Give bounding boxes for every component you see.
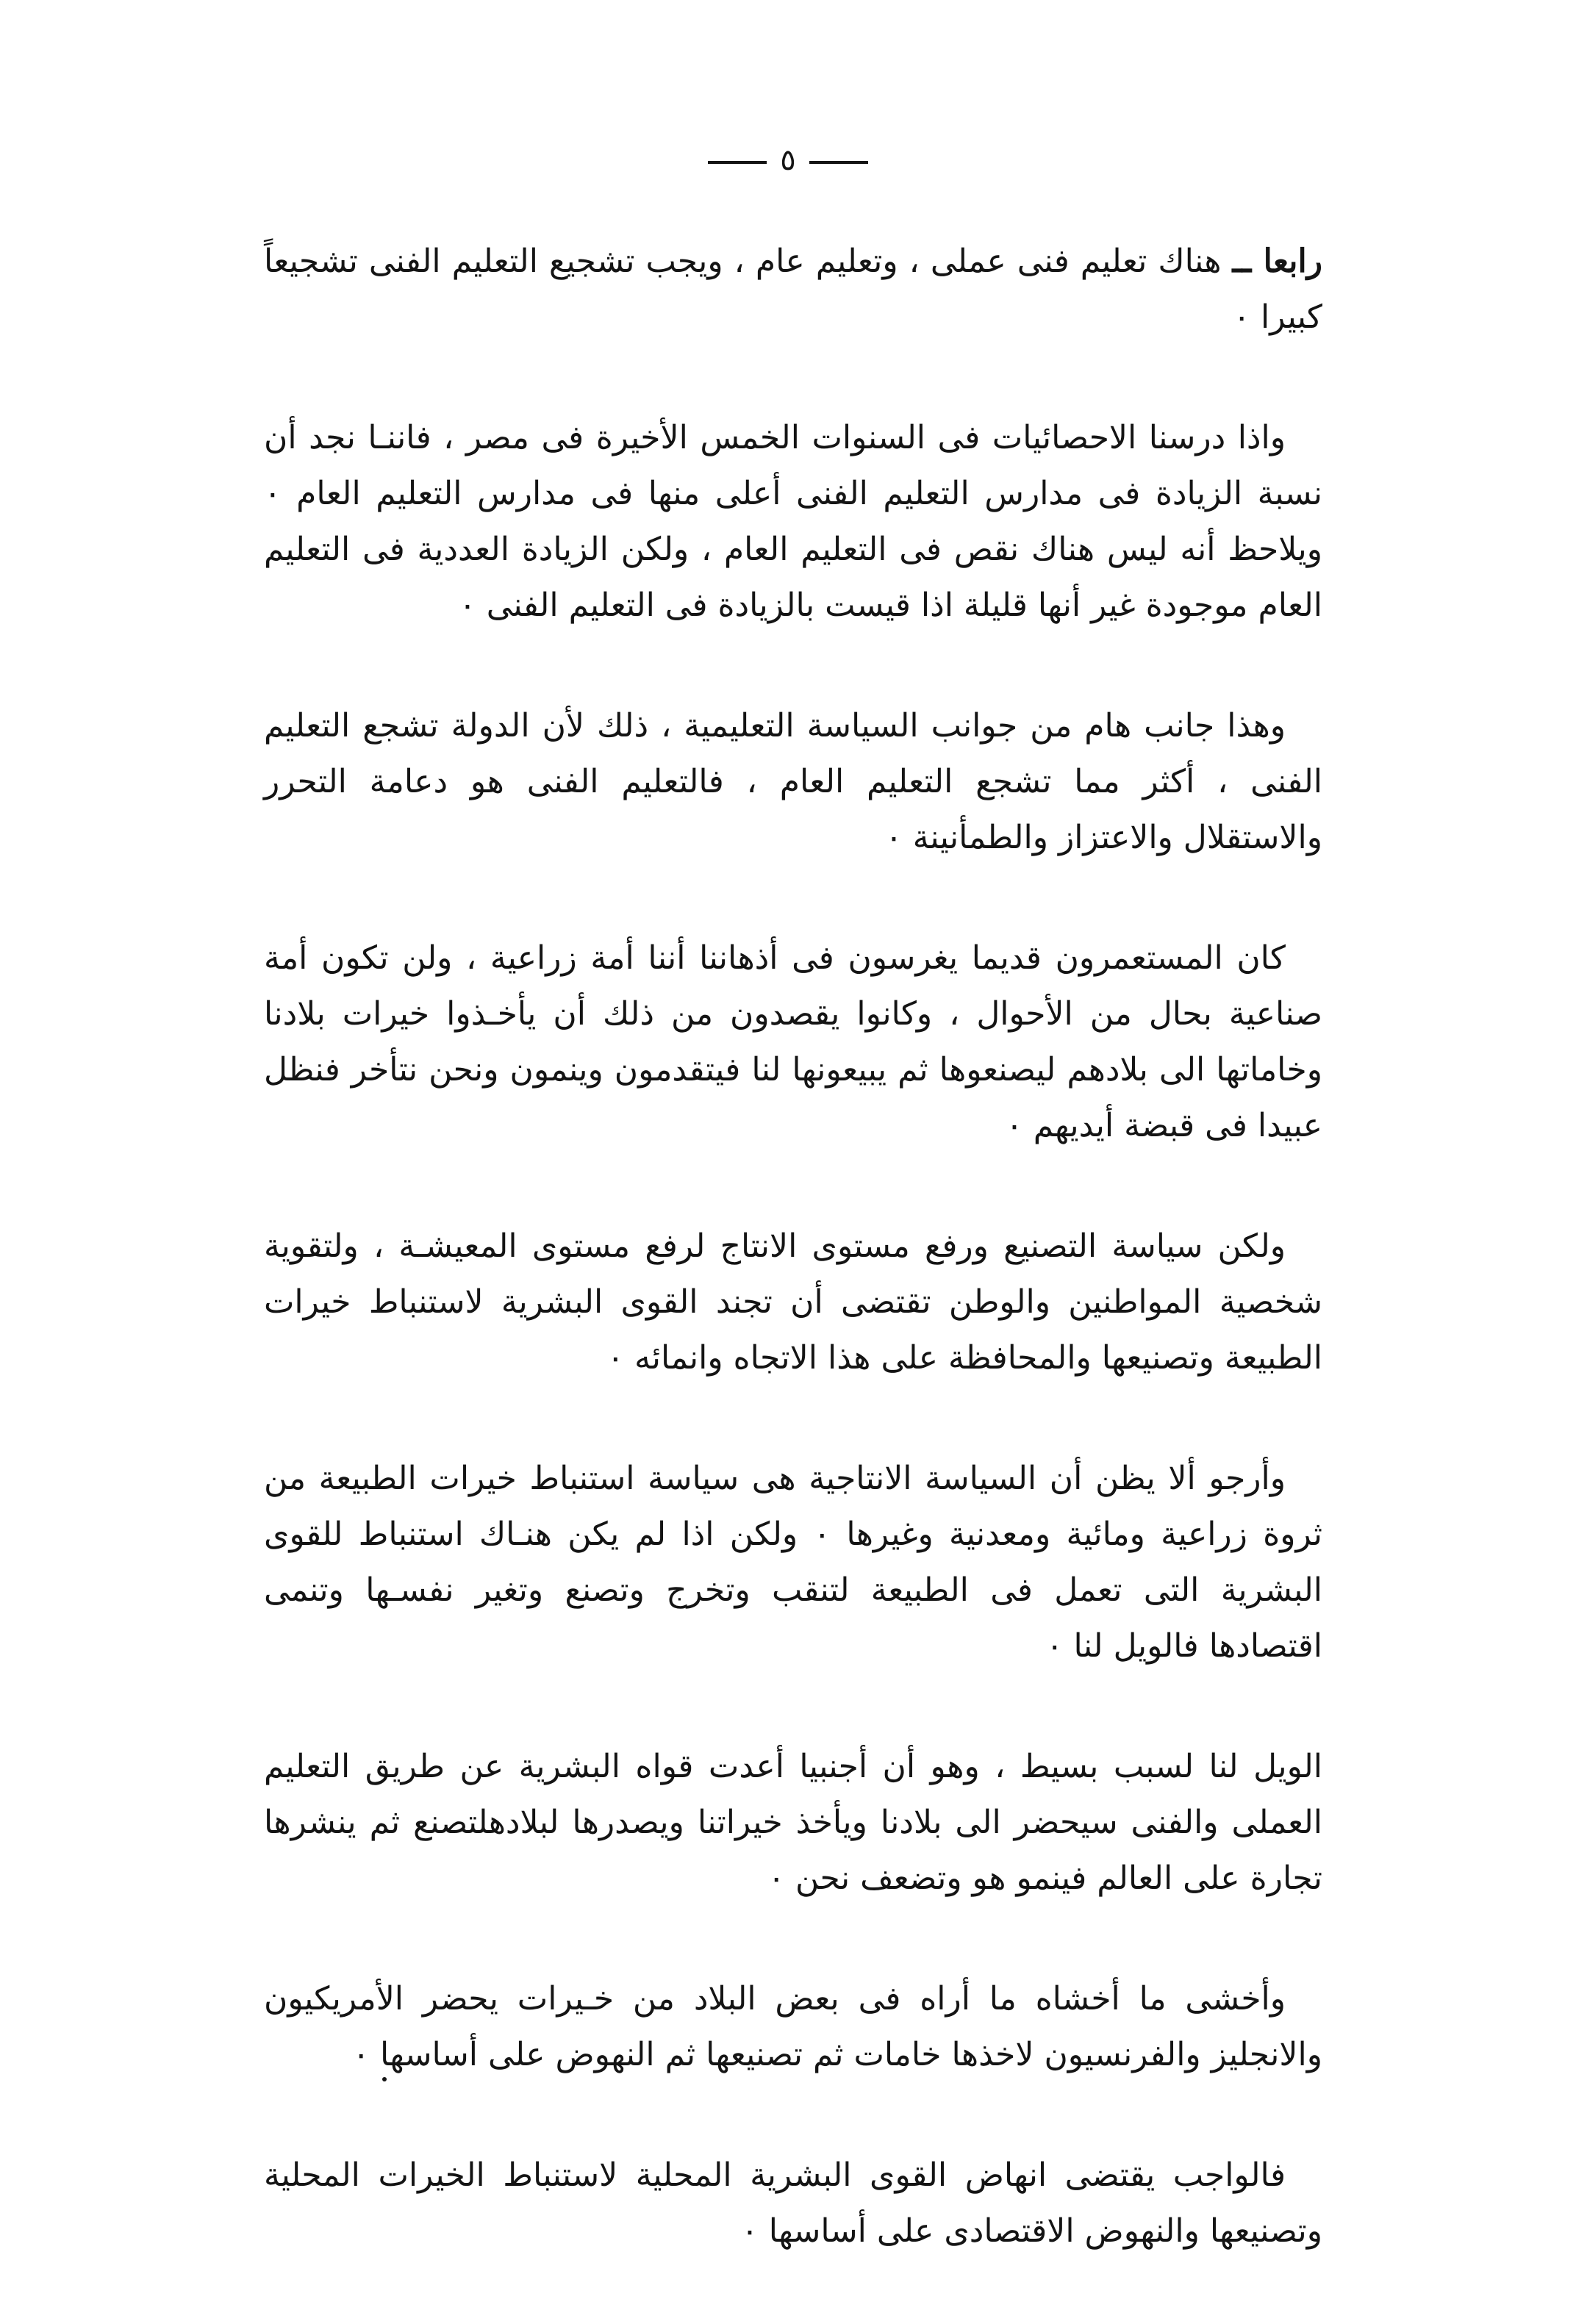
paragraph-lead-word: رابعا ــ <box>1232 243 1322 280</box>
paragraph-text: هناك تعليم فنى عملى ، وتعليم عام ، ويجب تشجيع التعليم الفنى تشجيعاً كبيرا ٠ <box>264 243 1322 336</box>
paragraph-8: وأخشى ما أخشاه ما أراه فى بعض البلاد من خـيرات يحضر الأمريكيون والانجليز والفرنسيون لاخذها خامات ثم تصنيعها ثم النهوض على أساسها ٠ <box>264 1980 1322 2073</box>
page-number: ٥ <box>780 143 796 177</box>
document-body <box>264 234 1322 2324</box>
paragraph-9: فالواجب يقتضى انهاض القوى البشرية المحلية لاستنباط الخيرات المحلية وتصنيعها والنهوض الاقتصادى على أساسها ٠ <box>264 2156 1322 2250</box>
page-number-header <box>0 138 1576 182</box>
paragraph-3: وهذا جانب هام من جوانب السياسة التعليمية ، ذلك لأن الدولة تشجع التعليم الفنى ، أكثر مما تشجع التعليم العام ، فالتعليم الفنى هو دعامة التحرر والاستقلال والاعتزاز والطمأنينة ٠ <box>264 707 1322 856</box>
paragraph-1 <box>264 234 1322 345</box>
paragraph-6: وأرجو ألا يظن أن السياسة الانتاجية هى سياسة استنباط خيرات الطبيعة من ثروة زراعية ومائية ومعدنية وغيرها ٠ ولكن اذا لم يكن هنـاك استنباط للقوى البشرية التى تعمل فى الطبيعة لتنقب وتخرج وتصنع وتغير نفسـها وتنمى اقتصادها فالويل لنا ٠ <box>264 1460 1323 1665</box>
page-number-dash-right <box>809 161 868 164</box>
paragraph-7: الويل لنا لسبب بسيط ، وهو أن أجنبيا أعدت قواه البشرية عن طريق التعليم العملى والفنى سيحضر الى بلادنا ويأخذ خيراتنا ويصدرها لبلادهلتصنع ثم ينشرها تجارة على العالم فينمو هو وتضعف نحن ٠ <box>264 1748 1322 1897</box>
paragraph-5: ولكن سياسة التصنيع ورفع مستوى الانتاج لرفع مستوى المعيشـة ، ولتقوية شخصية المواطنين والوطن تقتضى أن تجند القوى البشرية لاستنباط خيرات الطبيعة وتصنيعها والمحافظة على هذا الاتجاه وانمائه ٠ <box>264 1227 1322 1377</box>
paragraph-4: كان المستعمرون قديما يغرسون فى أذهاننا أننا أمة زراعية ، ولن تكون أمة صناعية بحال من الأحوال ، وكانوا يقصدون من ذلك أن يأخـذوا خيرات بلادنا وخاماتها الى بلادهم ليصنعوها ثم يبيعونها لنا فيتقدمون وينمون ونحن نتأخر فنظل عبيدا فى قبضة أيديهم ٠ <box>264 939 1322 1144</box>
paragraph-2: واذا درسنا الاحصائيات فى السنوات الخمس الأخيرة فى مصر ، فاننـا نجد أن نسبة الزيادة فى مدارس التعليم الفنى أعلى منها فى مدارس التعليم العام ٠ ويلاحظ أنه ليس هناك نقص فى التعليم العام ، ولكن الزيادة العددية فى التعليم العام موجودة غير أنها قليلة اذا قيست بالزيادة فى التعليم الفنى ٠ <box>264 419 1322 624</box>
page-number-dash-left <box>708 161 767 164</box>
scan-speck <box>382 2077 387 2081</box>
